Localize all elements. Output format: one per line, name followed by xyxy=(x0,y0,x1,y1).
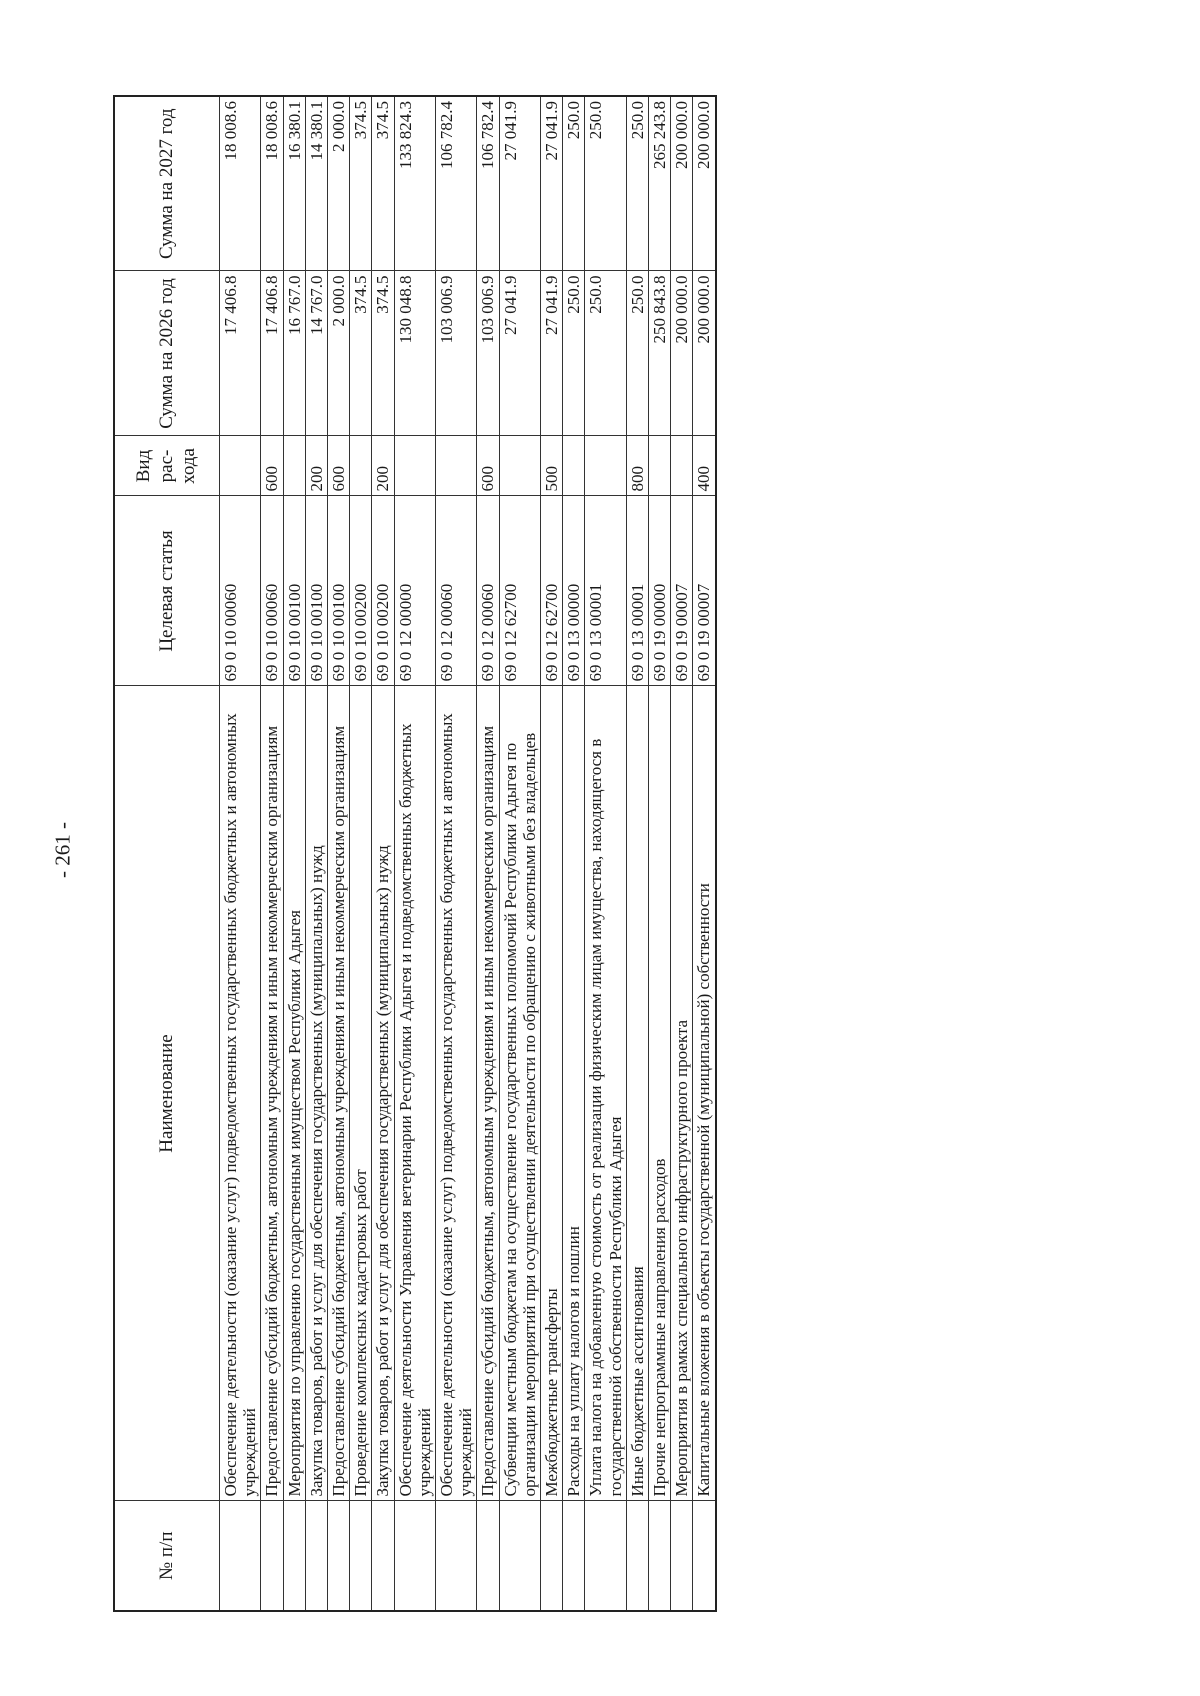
row-sum-2026: 130 048.8 xyxy=(394,271,435,436)
table-row xyxy=(305,96,327,1611)
row-name: Предоставление субсидий бюджетным, автономным учреждениям и иным некоммерческим организациям xyxy=(328,686,350,1501)
table-row xyxy=(585,96,626,1611)
row-sum-2027: 18 008.6 xyxy=(261,96,283,271)
row-expense-kind: 200 xyxy=(305,436,327,496)
row-number xyxy=(671,1501,693,1611)
row-name: Мероприятия по управлению государственным имуществом Республики Адыгея xyxy=(283,686,305,1501)
row-target-article: 69 0 12 00000 xyxy=(394,496,435,686)
row-sum-2027: 133 824.3 xyxy=(394,96,435,271)
table-row xyxy=(350,96,372,1611)
row-target-article: 69 0 19 00000 xyxy=(649,496,671,686)
budget-table xyxy=(113,95,717,1612)
row-target-article: 69 0 12 00060 xyxy=(436,496,477,686)
row-name: Иные бюджетные ассигнования xyxy=(626,686,648,1501)
row-expense-kind xyxy=(283,436,305,496)
row-sum-2027: 27 041.9 xyxy=(541,96,563,271)
row-expense-kind xyxy=(671,436,693,496)
row-sum-2027: 27 041.9 xyxy=(499,96,540,271)
row-target-article: 69 0 13 00000 xyxy=(563,496,585,686)
table-row xyxy=(563,96,585,1611)
row-number xyxy=(693,1501,716,1611)
row-number xyxy=(477,1501,499,1611)
row-sum-2027: 16 380.1 xyxy=(283,96,305,271)
row-sum-2026: 250.0 xyxy=(626,271,648,436)
rotated-page-content xyxy=(113,97,1005,1612)
row-sum-2026: 200 000.0 xyxy=(693,271,716,436)
row-target-article: 69 0 10 00060 xyxy=(261,496,283,686)
row-number xyxy=(499,1501,540,1611)
row-number xyxy=(261,1501,283,1611)
row-sum-2026: 374.5 xyxy=(350,271,372,436)
row-sum-2026: 103 006.9 xyxy=(477,271,499,436)
row-sum-2027: 250.0 xyxy=(563,96,585,271)
row-sum-2026: 250.0 xyxy=(585,271,626,436)
row-target-article: 69 0 10 00060 xyxy=(220,496,261,686)
row-name: Проведение комплексных кадастровых работ xyxy=(350,686,372,1501)
row-name: Закупка товаров, работ и услуг для обеспечения государственных (муниципальных) нужд xyxy=(305,686,327,1501)
row-sum-2027: 374.5 xyxy=(372,96,394,271)
table-row xyxy=(541,96,563,1611)
row-number xyxy=(283,1501,305,1611)
table-row xyxy=(626,96,648,1611)
row-sum-2027: 250.0 xyxy=(585,96,626,271)
row-target-article: 69 0 10 00100 xyxy=(283,496,305,686)
table-row xyxy=(693,96,716,1611)
row-expense-kind xyxy=(436,436,477,496)
row-sum-2027: 18 008.6 xyxy=(220,96,261,271)
table-body xyxy=(220,96,716,1611)
row-sum-2026: 2 000.0 xyxy=(328,271,350,436)
row-name: Капитальные вложения в объекты государственной (муниципальной) собственности xyxy=(693,686,716,1501)
row-sum-2027: 106 782.4 xyxy=(436,96,477,271)
row-sum-2026: 250 843.8 xyxy=(649,271,671,436)
row-expense-kind: 600 xyxy=(261,436,283,496)
row-target-article: 69 0 10 00100 xyxy=(305,496,327,686)
row-name: Обеспечение деятельности (оказание услуг) подведомственных государственных бюджетных и автономных учреждений xyxy=(436,686,477,1501)
row-number xyxy=(372,1501,394,1611)
page-number: - 261 - xyxy=(50,822,75,878)
row-target-article: 69 0 10 00200 xyxy=(350,496,372,686)
row-target-article: 69 0 19 00007 xyxy=(671,496,693,686)
row-expense-kind xyxy=(220,436,261,496)
row-target-article: 69 0 12 62700 xyxy=(499,496,540,686)
row-target-article: 69 0 12 62700 xyxy=(541,496,563,686)
row-sum-2026: 17 406.8 xyxy=(220,271,261,436)
row-expense-kind xyxy=(350,436,372,496)
row-sum-2027: 106 782.4 xyxy=(477,96,499,271)
row-sum-2027: 374.5 xyxy=(350,96,372,271)
row-expense-kind: 800 xyxy=(626,436,648,496)
row-number xyxy=(350,1501,372,1611)
row-name: Субвенции местным бюджетам на осуществление государственных полномочий Республики Адыгея по организации мероприятий при осуществлении деятельности по обращению с животными без владельцев xyxy=(499,686,540,1501)
row-name: Уплата налога на добавленную стоимость от реализации физическим лицам имущества, находящегося в государственной собственности Республики Адыгея xyxy=(585,686,626,1501)
row-number xyxy=(649,1501,671,1611)
table-row xyxy=(220,96,261,1611)
row-name: Мероприятия в рамках специального инфраструктурного проекта xyxy=(671,686,693,1501)
table-row xyxy=(671,96,693,1611)
row-number xyxy=(626,1501,648,1611)
row-expense-kind: 400 xyxy=(693,436,716,496)
row-target-article: 69 0 13 00001 xyxy=(626,496,648,686)
row-number xyxy=(328,1501,350,1611)
header-num: № п/п xyxy=(114,1501,220,1611)
header-sum-2027: Сумма на 2027 год xyxy=(114,96,220,271)
row-sum-2026: 14 767.0 xyxy=(305,271,327,436)
row-sum-2026: 200 000.0 xyxy=(671,271,693,436)
row-target-article: 69 0 19 00007 xyxy=(693,496,716,686)
header-name: Наименование xyxy=(114,686,220,1501)
row-sum-2027: 14 380.1 xyxy=(305,96,327,271)
table-row xyxy=(477,96,499,1611)
row-number xyxy=(585,1501,626,1611)
row-sum-2026: 16 767.0 xyxy=(283,271,305,436)
row-target-article: 69 0 13 00001 xyxy=(585,496,626,686)
row-name: Прочие непрограммные направления расходов xyxy=(649,686,671,1501)
row-sum-2027: 200 000.0 xyxy=(671,96,693,271)
row-name: Обеспечение деятельности (оказание услуг) подведомственных государственных бюджетных и автономных учреждений xyxy=(220,686,261,1501)
row-expense-kind: 600 xyxy=(477,436,499,496)
row-name: Закупка товаров, работ и услуг для обеспечения государственных (муниципальных) нужд xyxy=(372,686,394,1501)
table-row xyxy=(328,96,350,1611)
row-sum-2026: 27 041.9 xyxy=(541,271,563,436)
table-header-row xyxy=(114,96,220,1611)
row-number xyxy=(541,1501,563,1611)
row-expense-kind xyxy=(585,436,626,496)
row-expense-kind: 200 xyxy=(372,436,394,496)
row-name: Межбюджетные трансферты xyxy=(541,686,563,1501)
row-number xyxy=(563,1501,585,1611)
row-sum-2027: 2 000.0 xyxy=(328,96,350,271)
row-expense-kind xyxy=(394,436,435,496)
header-code: Целевая статья xyxy=(114,496,220,686)
row-expense-kind: 500 xyxy=(541,436,563,496)
table-row xyxy=(372,96,394,1611)
row-sum-2026: 27 041.9 xyxy=(499,271,540,436)
row-sum-2026: 17 406.8 xyxy=(261,271,283,436)
header-kind: Вид рас-хода xyxy=(114,436,220,496)
row-name: Обеспечение деятельности Управления ветеринарии Республики Адыгея и подведомственных бюджетных учреждений xyxy=(394,686,435,1501)
row-expense-kind xyxy=(649,436,671,496)
row-number xyxy=(220,1501,261,1611)
row-sum-2027: 265 243.8 xyxy=(649,96,671,271)
table-row xyxy=(283,96,305,1611)
row-expense-kind xyxy=(499,436,540,496)
table-row xyxy=(261,96,283,1611)
table-row xyxy=(649,96,671,1611)
row-target-article: 69 0 10 00200 xyxy=(372,496,394,686)
row-sum-2026: 103 006.9 xyxy=(436,271,477,436)
row-number xyxy=(436,1501,477,1611)
row-expense-kind: 600 xyxy=(328,436,350,496)
row-number xyxy=(394,1501,435,1611)
row-name: Расходы на уплату налогов и пошлин xyxy=(563,686,585,1501)
row-expense-kind xyxy=(563,436,585,496)
table-row xyxy=(394,96,435,1611)
row-target-article: 69 0 10 00100 xyxy=(328,496,350,686)
table-row xyxy=(436,96,477,1611)
row-number xyxy=(305,1501,327,1611)
row-name: Предоставление субсидий бюджетным, автономным учреждениям и иным некоммерческим организациям xyxy=(261,686,283,1501)
row-sum-2027: 250.0 xyxy=(626,96,648,271)
row-name: Предоставление субсидий бюджетным, автономным учреждениям и иным некоммерческим организациям xyxy=(477,686,499,1501)
row-sum-2026: 250.0 xyxy=(563,271,585,436)
header-sum-2026: Сумма на 2026 год xyxy=(114,271,220,436)
row-sum-2027: 200 000.0 xyxy=(693,96,716,271)
row-sum-2026: 374.5 xyxy=(372,271,394,436)
row-target-article: 69 0 12 00060 xyxy=(477,496,499,686)
table-row xyxy=(499,96,540,1611)
